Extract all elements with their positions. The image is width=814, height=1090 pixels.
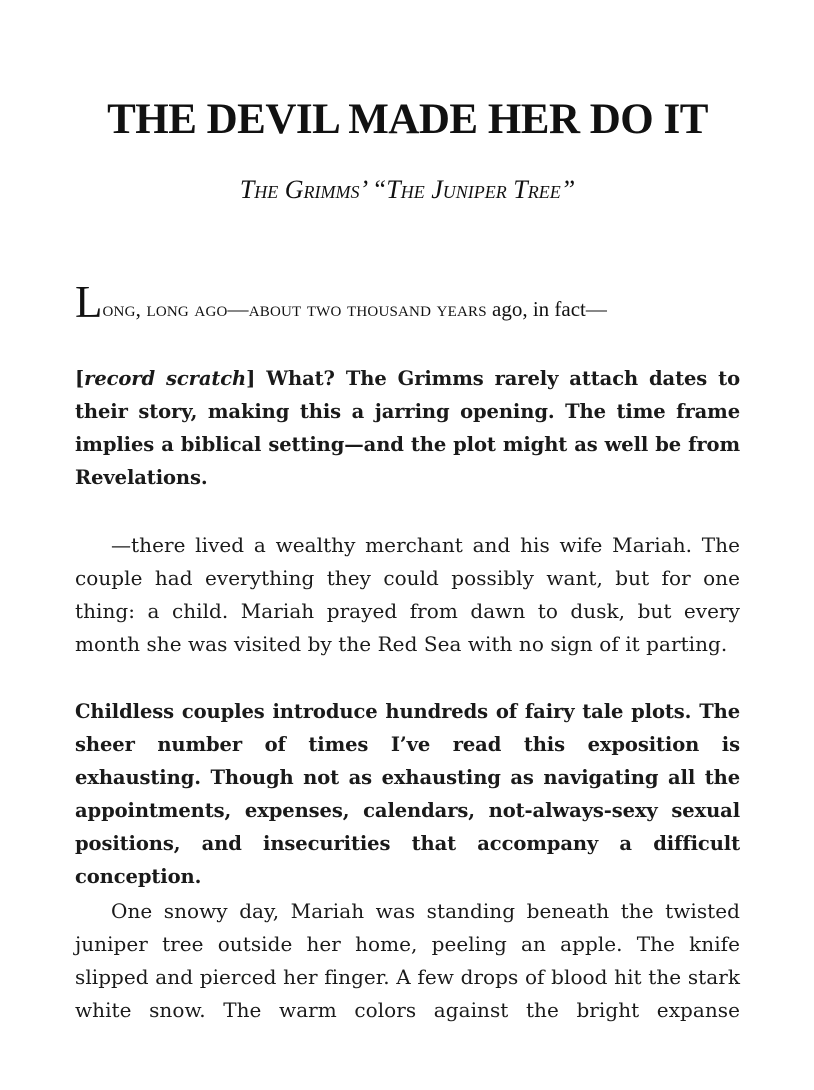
bracket-close: ] [246,367,256,390]
story-paragraph-2: One snowy day, Mariah was standing beneath the twisted juniper tree outside her home, peeling an apple. The knife slipped and pierced her finger. A few drops of blood hit the stark white snow. The warm colors against the bright expanse [75,899,740,1022]
story-paragraph-1: —there lived a wealthy merchant and his wife Mariah. The couple had everything they could possibly want, but for one thing: a child. Mariah prayed from dawn to dusk, but every month she was visited by the Red Sea with no sign of it parting. [75,533,740,656]
opening-small-caps: ong, long ago—about two thousand years [102,297,487,321]
chapter-subtitle: The Grimms’ “The Juniper Tree” [239,175,576,204]
record-scratch-italic: record scratch [84,367,247,390]
opening-rest: ago, in fact— [486,297,607,321]
commentary-1-text: What? The Grimms rarely attach dates to their story, making this a jarring opening. The time frame implies a biblical setting—and the plot might as well be from Revelations. [75,367,740,489]
bracket-open: [ [75,367,85,390]
opening-line [75,277,740,331]
commentary-paragraph-1 [75,362,740,494]
chapter-title: THE DEVIL MADE HER DO IT [107,96,708,143]
commentary-paragraph-2: Childless couples introduce hundreds of fairy tale plots. The sheer number of times I’ve read this exposition is exhausting. Though not as exhausting as navigating all the appointments, expenses, calendars, not-always-sexy sexual positions, and insecurities that accompany a difficult conception. [75,700,740,888]
book-page [75,0,740,1090]
drop-cap: L [75,277,103,327]
